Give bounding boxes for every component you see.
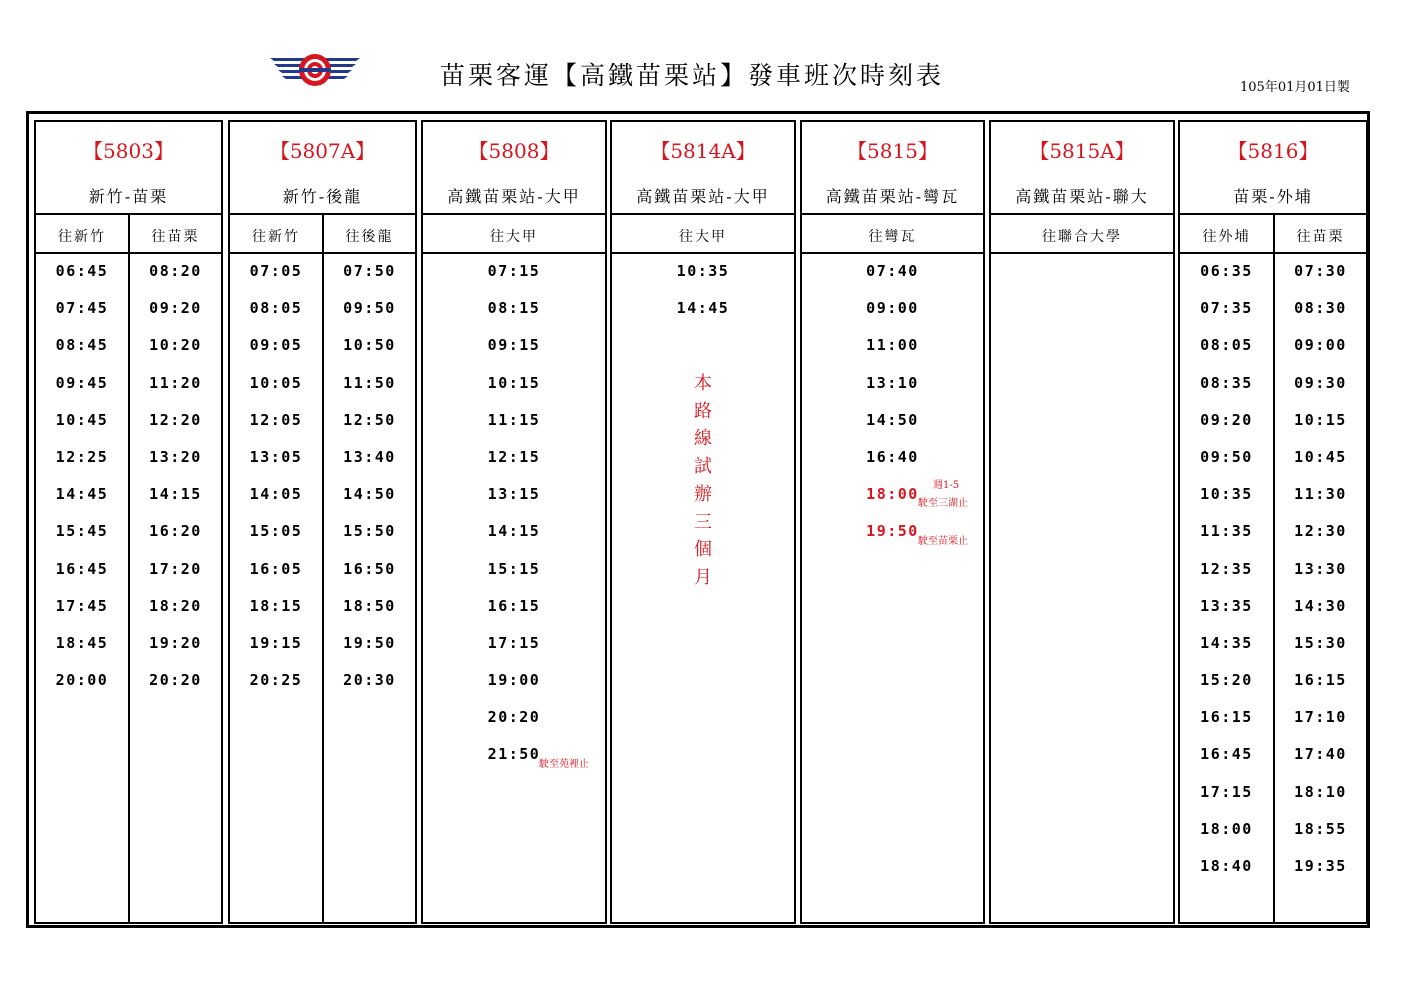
departure-time: 07:30 <box>1294 262 1347 280</box>
departure-time: 08:20 <box>149 262 202 280</box>
departure-time: 07:15 <box>487 262 541 280</box>
departure-time: 08:30 <box>1294 299 1347 318</box>
departure-time: 14:15 <box>149 485 202 504</box>
departure-time: 12:35 <box>1200 559 1253 578</box>
departure-time: 10:15 <box>487 373 541 392</box>
route-number: 【5803】 <box>83 139 174 163</box>
departure-time: 10:50 <box>343 336 396 355</box>
route-number: 【5815A】 <box>1029 139 1135 163</box>
route-name: 新竹-苗栗 <box>88 187 169 206</box>
route-panel-5815 <box>800 120 985 924</box>
divider <box>612 252 794 254</box>
departure-time: 20:20 <box>487 708 541 727</box>
departure-time: 16:15 <box>1200 708 1253 727</box>
departure-time: 11:20 <box>149 373 202 392</box>
departure-time: 18:50 <box>343 596 396 615</box>
departure-time: 17:15 <box>487 633 541 652</box>
departure-time: 15:05 <box>249 522 303 541</box>
direction-label: 往新竹 <box>252 229 300 245</box>
note-char: 三 <box>694 511 712 533</box>
route-number: 【5808】 <box>468 139 560 163</box>
direction-label: 往外埔 <box>1202 229 1251 245</box>
direction-label: 往大甲 <box>679 229 727 245</box>
divider <box>802 252 983 254</box>
note-char: 線 <box>694 428 712 450</box>
time-list <box>612 262 794 336</box>
departure-time: 16:05 <box>249 559 303 578</box>
departure-time: 12:15 <box>487 447 541 466</box>
time-list <box>1180 262 1273 894</box>
departure-time: 14:45 <box>676 299 730 318</box>
departure-time: 12:25 <box>55 447 109 466</box>
departure-time: 09:00 <box>866 299 919 318</box>
route-panel-5816 <box>1178 120 1368 924</box>
departure-time: 18:15 <box>249 596 303 615</box>
departure-time: 15:30 <box>1294 633 1347 652</box>
departure-time: 16:20 <box>149 522 202 541</box>
departure-time: 13:30 <box>1294 559 1347 578</box>
departure-time: 14:50 <box>343 485 396 504</box>
departure-time: 08:05 <box>249 299 303 318</box>
departure-time: 06:45 <box>55 262 109 280</box>
departure-time: 18:20 <box>149 596 202 615</box>
route-number: 【5815】 <box>847 139 938 163</box>
departure-time: 07:45 <box>55 299 109 318</box>
direction-label: 往聯合大學 <box>1042 229 1122 245</box>
route-name: 高鐵苗栗站-彎瓦 <box>825 187 960 206</box>
route-panel-5807a <box>228 120 417 924</box>
departure-time: 13:20 <box>149 447 202 466</box>
departure-time: 10:05 <box>249 373 303 392</box>
departure-time: 13:15 <box>487 485 541 504</box>
departure-time: 10:35 <box>1200 485 1253 504</box>
divider <box>612 213 794 215</box>
departure-time: 14:35 <box>1200 633 1253 652</box>
departure-time: 10:45 <box>1294 447 1347 466</box>
departure-time: 13:35 <box>1200 596 1253 615</box>
departure-time: 07:05 <box>249 262 303 280</box>
departure-time: 19:00 <box>487 671 541 690</box>
departure-time: 09:45 <box>55 373 109 392</box>
trial-route-note <box>693 370 713 592</box>
route-number: 【5814A】 <box>650 139 756 163</box>
route-name: 高鐵苗栗站-聯大 <box>1015 187 1149 206</box>
departure-time: 17:45 <box>55 596 109 615</box>
time-list <box>324 262 415 708</box>
time-list <box>1275 262 1366 894</box>
departure-time: 12:05 <box>249 410 303 429</box>
page-title: 苗栗客運【高鐵苗栗站】發車班次時刻表 <box>440 61 945 90</box>
departure-time: 19:35 <box>1294 857 1347 875</box>
note-char: 路 <box>694 400 712 422</box>
departure-time: 17:15 <box>1200 782 1253 801</box>
route-panel-5803 <box>34 120 223 924</box>
departure-time: 09:20 <box>149 299 202 318</box>
note-char: 本 <box>694 373 712 394</box>
departure-time: 20:00 <box>55 671 109 690</box>
direction-label: 往彎瓦 <box>868 229 917 245</box>
departure-time: 07:40 <box>866 262 919 280</box>
departure-time: 16:45 <box>1200 745 1253 764</box>
departure-time: 07:35 <box>1200 299 1253 318</box>
divider <box>991 252 1173 254</box>
departure-time: 13:05 <box>249 447 303 466</box>
departure-time: 09:50 <box>1200 447 1253 466</box>
route-number: 【5816】 <box>1227 139 1319 163</box>
note-char: 試 <box>694 456 712 478</box>
departure-time: 20:25 <box>249 671 303 690</box>
departure-time: 17:10 <box>1294 708 1347 727</box>
departure-time: 15:50 <box>343 522 396 541</box>
departure-time: 09:20 <box>1200 410 1253 429</box>
time-list <box>230 262 322 708</box>
departure-time: 08:45 <box>55 336 109 355</box>
direction-label: 往新竹 <box>58 229 106 245</box>
departure-time: 19:50 <box>866 522 919 541</box>
departure-time: 20:20 <box>149 671 202 690</box>
departure-time: 16:45 <box>55 559 109 578</box>
departure-time: 13:10 <box>866 373 919 392</box>
departure-time: 14:50 <box>866 410 919 429</box>
direction-label: 往苗栗 <box>1296 229 1345 245</box>
departure-time: 18:45 <box>55 633 109 652</box>
time-list <box>130 262 221 708</box>
direction-label: 往大甲 <box>490 229 538 245</box>
departure-time: 11:15 <box>487 410 541 429</box>
company-logo-icon <box>268 52 362 90</box>
divider <box>423 252 605 254</box>
departure-time: 18:55 <box>1294 819 1347 838</box>
divider <box>423 213 605 215</box>
divider <box>802 213 983 215</box>
departure-time: 09:15 <box>487 336 541 355</box>
departure-time: 18:40 <box>1200 857 1253 875</box>
departure-time: 16:50 <box>343 559 396 578</box>
time-list <box>423 262 605 783</box>
departure-time: 11:50 <box>343 373 396 392</box>
direction-label: 往苗栗 <box>151 229 200 245</box>
departure-time: 09:30 <box>1294 373 1347 392</box>
departure-time: 06:35 <box>1200 262 1253 280</box>
trip-note-miaoli: 駛至苗栗止 <box>918 536 968 547</box>
departure-time: 16:15 <box>487 596 541 615</box>
departure-time: 11:35 <box>1200 522 1253 541</box>
departure-time: 18:10 <box>1294 782 1347 801</box>
departure-time: 09:05 <box>249 336 303 355</box>
departure-time: 10:15 <box>1294 410 1347 429</box>
time-list <box>36 262 128 708</box>
departure-time: 07:50 <box>343 262 396 280</box>
departure-time: 10:35 <box>676 262 730 280</box>
made-date: 105年01月01日製 <box>1240 80 1350 95</box>
departure-time: 13:40 <box>343 447 396 466</box>
note-char: 個 <box>694 539 712 561</box>
departure-time: 09:50 <box>343 299 396 318</box>
departure-time: 21:50 <box>487 745 541 764</box>
departure-time: 12:20 <box>149 410 202 429</box>
departure-time: 19:50 <box>343 633 396 652</box>
direction-label: 往後龍 <box>345 229 394 245</box>
departure-time: 20:30 <box>343 671 396 690</box>
departure-time: 08:05 <box>1200 336 1253 355</box>
note-char: 辦 <box>694 483 712 505</box>
departure-time: 16:15 <box>1294 671 1347 690</box>
departure-time: 14:30 <box>1294 596 1347 615</box>
route-name: 高鐵苗栗站-大甲 <box>636 187 770 206</box>
departure-time: 11:00 <box>866 336 919 355</box>
departure-time: 08:35 <box>1200 373 1253 392</box>
route-name: 新竹-後龍 <box>282 187 363 206</box>
route-panel-5815a <box>989 120 1175 924</box>
route-panel-5814a <box>610 120 796 924</box>
departure-time: 17:40 <box>1294 745 1347 764</box>
departure-time: 19:15 <box>249 633 303 652</box>
departure-time: 14:45 <box>55 485 109 504</box>
departure-time: 18:00 <box>1200 819 1253 838</box>
note-char: 月 <box>694 566 712 588</box>
departure-time: 08:15 <box>487 299 541 318</box>
departure-time: 12:30 <box>1294 522 1347 541</box>
departure-time: 15:45 <box>55 522 109 541</box>
trip-note-sanhu: 駛至三湖止 <box>918 498 968 509</box>
departure-time: 11:30 <box>1294 485 1347 504</box>
route-name: 高鐵苗栗站-大甲 <box>447 187 581 206</box>
departure-time: 09:00 <box>1294 336 1347 355</box>
departure-time: 15:20 <box>1200 671 1253 690</box>
trip-note-weekday: 週1-5 <box>933 480 960 491</box>
departure-time: 16:40 <box>866 447 919 466</box>
route-name: 苗栗-外埔 <box>1233 187 1313 206</box>
departure-time: 15:15 <box>487 559 541 578</box>
departure-time: 19:20 <box>149 633 202 652</box>
departure-time: 12:50 <box>343 410 396 429</box>
route-number: 【5807A】 <box>269 139 376 163</box>
departure-time: 18:00 <box>866 485 919 504</box>
time-list <box>802 262 983 560</box>
route-panel-5808 <box>421 120 607 924</box>
departure-time: 14:05 <box>249 485 303 504</box>
divider <box>991 213 1173 215</box>
last-trip-note: 駛至苑裡止 <box>539 759 589 770</box>
departure-time: 17:20 <box>149 559 202 578</box>
departure-time: 10:20 <box>149 336 202 355</box>
departure-time: 14:15 <box>487 522 541 541</box>
departure-time: 10:45 <box>55 410 109 429</box>
